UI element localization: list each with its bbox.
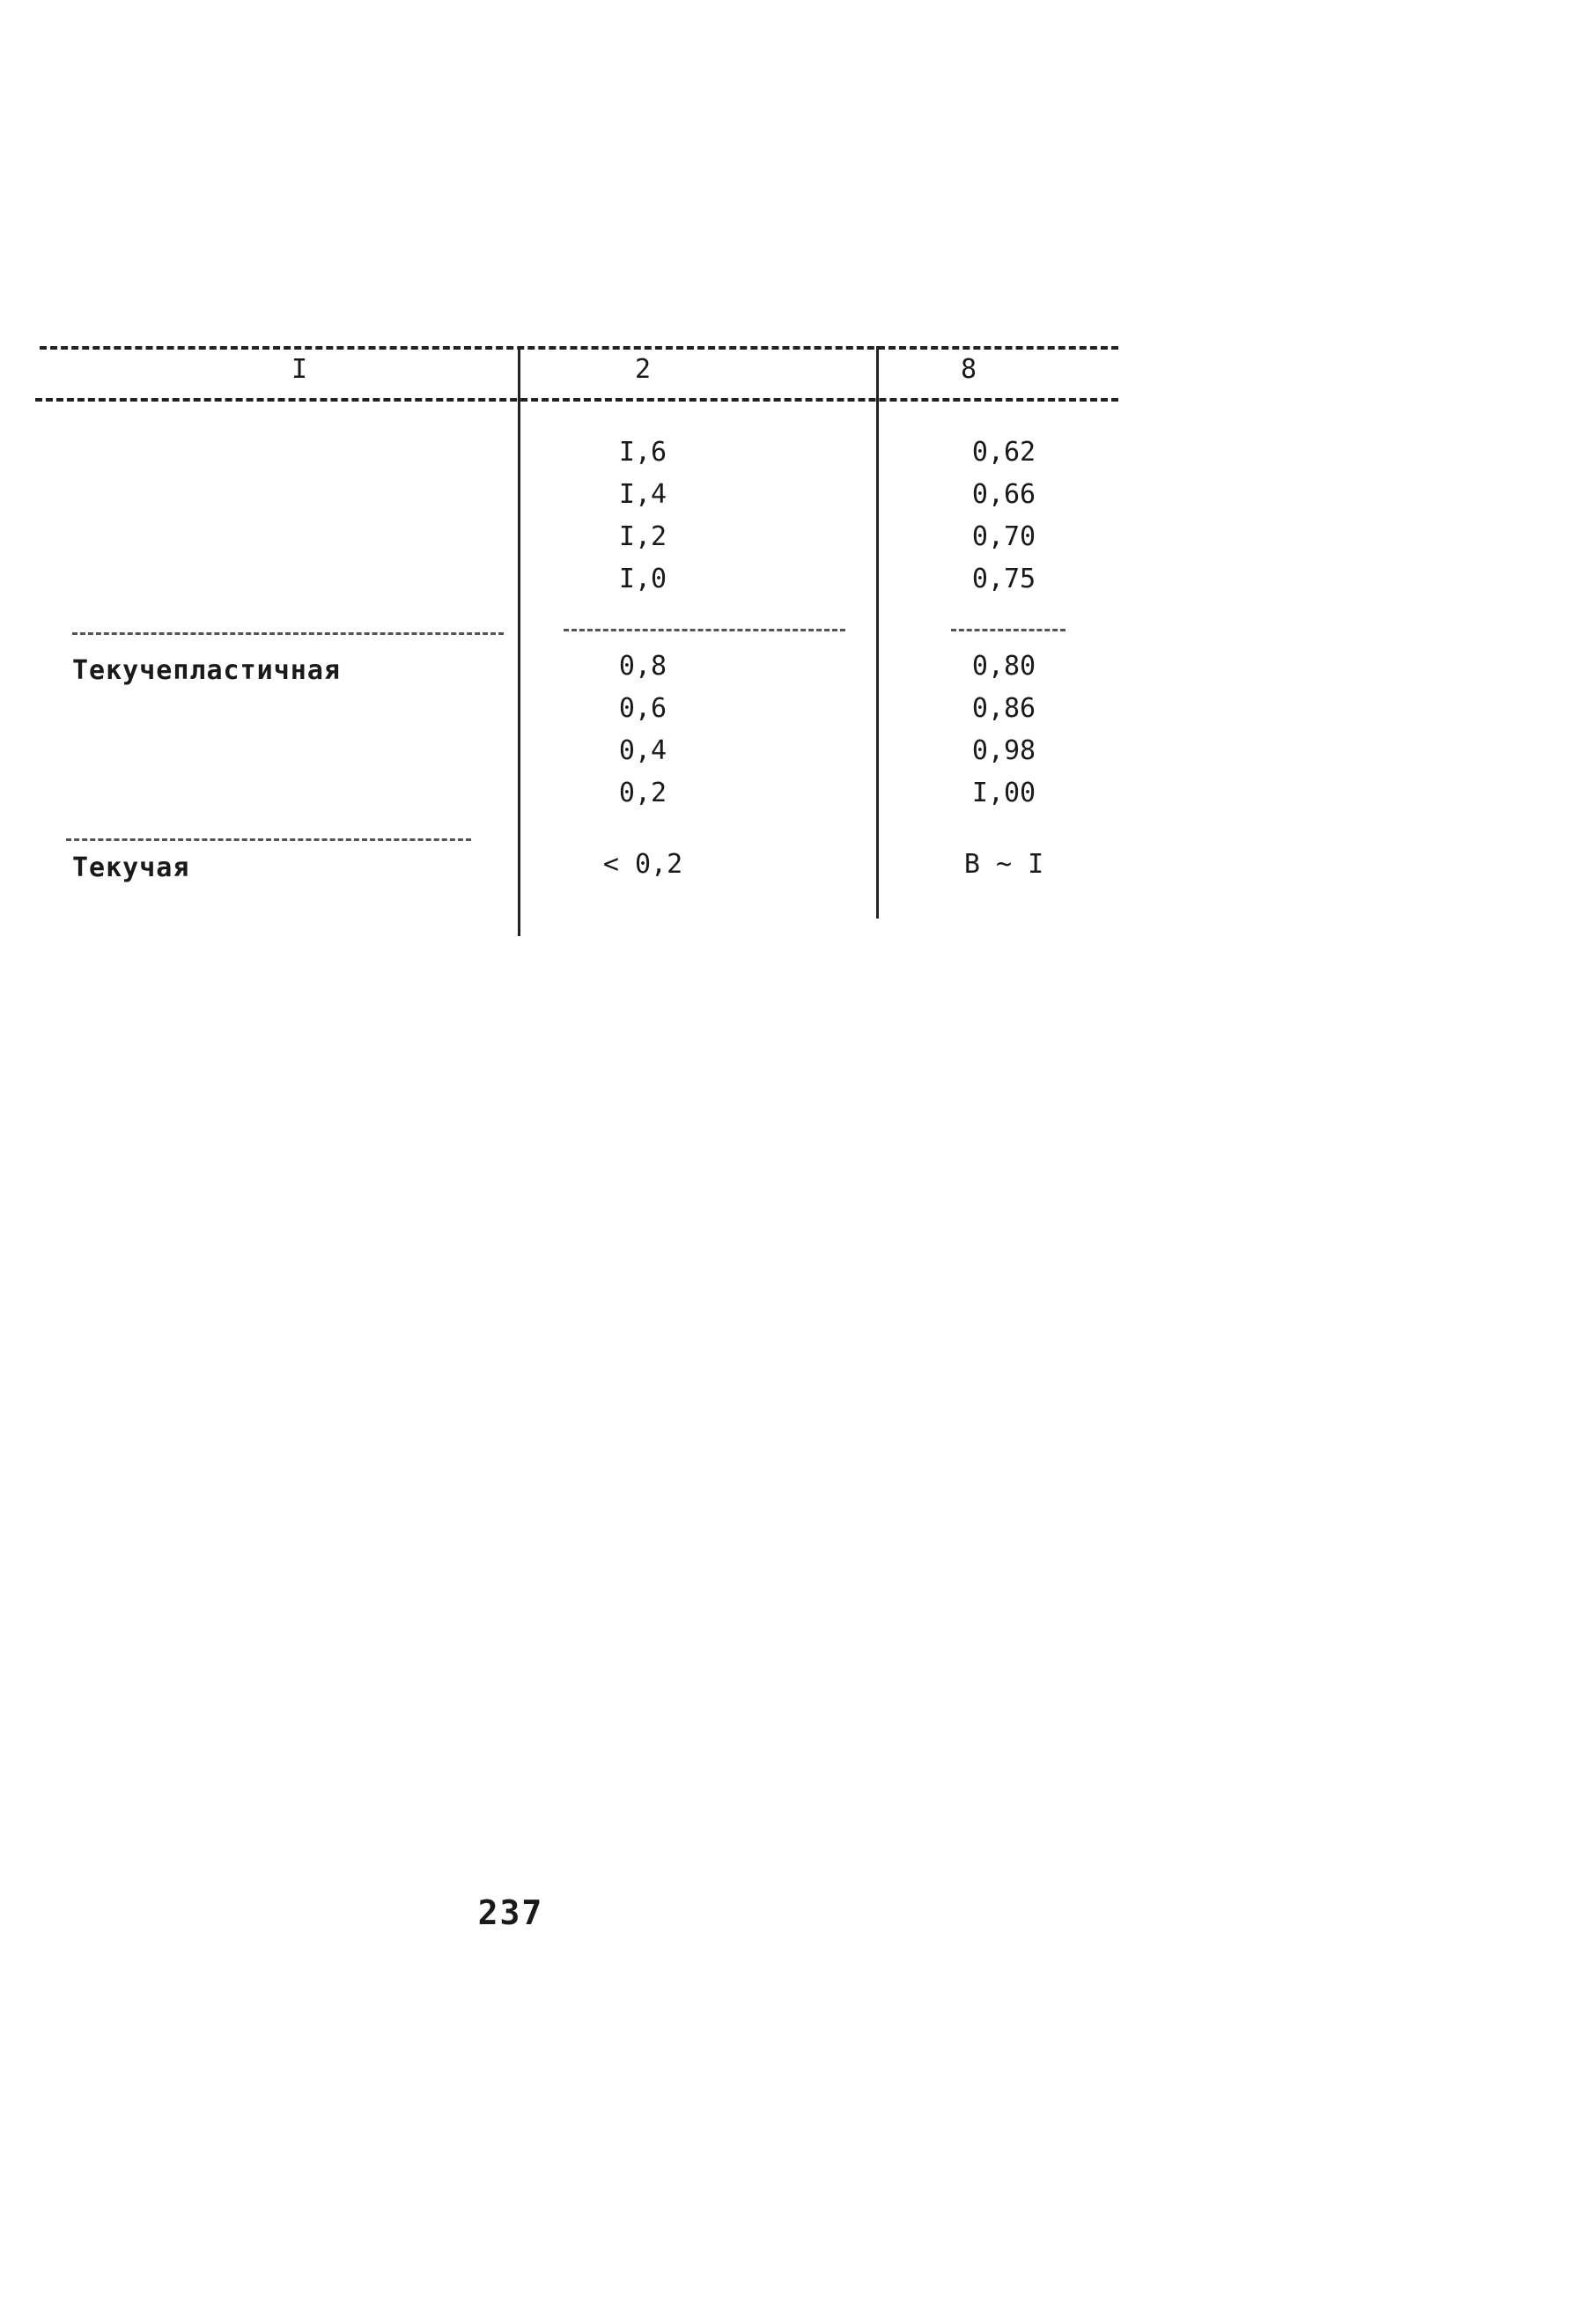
table-cell: 0,62	[971, 437, 1036, 468]
header-col-3: 8	[960, 354, 977, 385]
table-cell: В ~ I	[963, 849, 1044, 880]
table-cell: 0,2	[618, 778, 667, 808]
table-cell: 0,86	[971, 693, 1036, 724]
group-separator-1a	[72, 632, 504, 635]
table-cell: 0,4	[618, 735, 667, 766]
table-cell: 0,8	[618, 651, 667, 682]
column-divider-2	[876, 346, 879, 919]
row-label: Текучая	[72, 852, 190, 883]
table-cell: I,2	[618, 521, 667, 552]
table-cell: I,00	[971, 778, 1036, 808]
row-label: Текучепластичная	[72, 655, 341, 686]
group-separator-1c	[951, 629, 1066, 631]
table-cell: 0,66	[971, 479, 1036, 510]
table-cell: 0,70	[971, 521, 1036, 552]
table-cell: 0,75	[971, 564, 1036, 594]
table-cell: I,6	[618, 437, 667, 468]
table-cell: < 0,2	[602, 849, 683, 880]
page-number: 237	[477, 1893, 544, 1932]
header-col-2: 2	[634, 354, 652, 385]
table-cell: 0,80	[971, 651, 1036, 682]
table-cell: 0,6	[618, 693, 667, 724]
table-cell: I,0	[618, 564, 667, 594]
group-separator-2	[66, 838, 471, 841]
column-divider-1	[518, 346, 520, 936]
header-col-1: I	[291, 354, 308, 385]
header-separator	[35, 398, 1118, 402]
table-cell: 0,98	[971, 735, 1036, 766]
group-separator-1b	[564, 629, 845, 631]
table-top-border	[40, 346, 1118, 350]
table-cell: I,4	[618, 479, 667, 510]
